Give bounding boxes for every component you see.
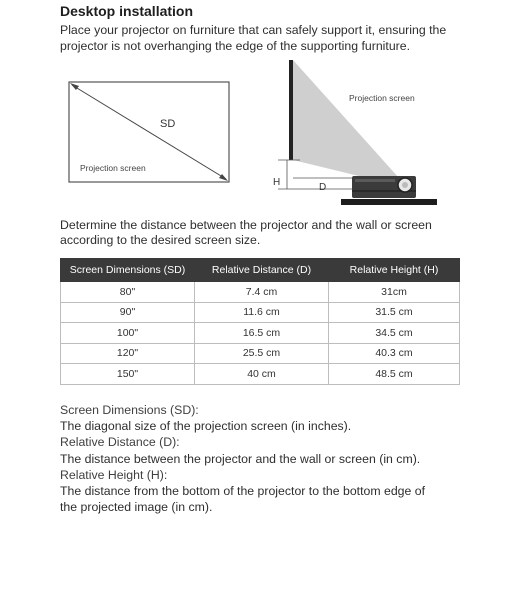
table-header-row (61, 259, 460, 282)
cell-h: 31cm (329, 282, 460, 303)
cell-d: 25.5 cm (195, 343, 329, 364)
cell-sd: 80" (61, 282, 195, 303)
intro-paragraph: Place your projector on furniture that can safely support it, ensuring the projector is not overhanging the edge of the supporting furniture. (60, 23, 447, 53)
table-row (61, 343, 460, 364)
cell-d: 16.5 cm (195, 323, 329, 344)
table-row (61, 323, 460, 344)
cell-h: 48.5 cm (329, 364, 460, 385)
left-screen-label: Projection screen (80, 163, 146, 173)
cell-sd: 120" (61, 343, 195, 364)
cell-sd: 100" (61, 323, 195, 344)
cell-h: 40.3 cm (329, 343, 460, 364)
determine-paragraph: Determine the distance between the projector and the wall or screen according to the desired screen size. (60, 218, 432, 247)
header-screen-dimensions: Screen Dimensions (SD) (61, 259, 195, 282)
cell-d: 40 cm (195, 364, 329, 385)
h-definition-text-line2: the projected image (in cm). (60, 500, 213, 515)
table-row (61, 364, 460, 385)
installation-diagram (0, 58, 520, 218)
furniture-top (341, 199, 437, 205)
cell-h: 34.5 cm (329, 323, 460, 344)
cell-sd: 90" (61, 302, 195, 323)
projector-icon (352, 176, 416, 198)
section-heading: Desktop installation (60, 3, 194, 19)
h-definition-text-line1: The distance from the bottom of the projector to the bottom edge of (60, 484, 426, 499)
height-label: H (273, 177, 281, 188)
d-definition-label: Relative Distance (D): (60, 435, 180, 450)
cell-d: 11.6 cm (195, 302, 329, 323)
header-relative-height: Relative Height (H) (329, 259, 460, 282)
diagonal-label: SD (160, 118, 176, 130)
cell-h: 31.5 cm (329, 302, 460, 323)
cell-d: 7.4 cm (195, 282, 329, 303)
distance-label: D (319, 182, 327, 193)
sd-definition-text: The diagonal size of the projection screen (in inches). (60, 419, 352, 434)
right-screen-label: Projection screen (349, 93, 415, 103)
table-row (61, 302, 460, 323)
distance-table (60, 258, 460, 385)
table-row (61, 282, 460, 303)
sd-definition-label: Screen Dimensions (SD): (60, 403, 199, 417)
cell-sd: 150" (61, 364, 195, 385)
h-definition-label: Relative Height (H): (60, 467, 168, 482)
d-definition-text: The distance between the projector and the wall or screen (in cm). (60, 451, 421, 466)
wall-screen (289, 60, 293, 160)
header-relative-distance: Relative Distance (D) (195, 259, 329, 282)
projection-cone (293, 60, 408, 188)
definitions-block (60, 402, 480, 515)
